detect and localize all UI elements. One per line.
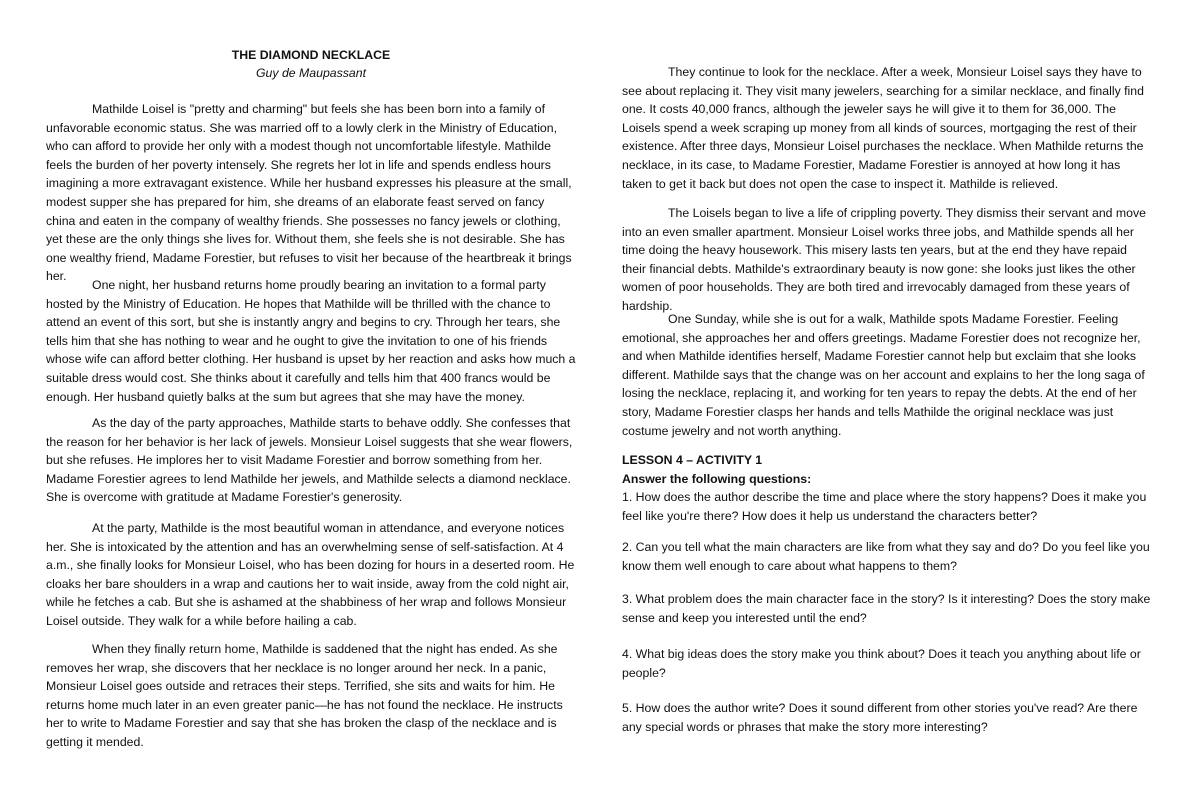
story-paragraph: One night, her husband returns home proudly bearing an invitation to a formal party hosted by the Ministry of Education. He hopes that Mathilde will be thrilled with the chance to attend an event of this sort, but she is instantly angry and begins to cry. Through her tears, she tells him that she has nothing to wear and he ought to give the invitation to one of his friends whose wife can afford better clothing. Her husband is upset by her reaction and asks how much a suitable dress would cost. She thinks about it carefully and tells him that 400 francs would be enough. Her husband quietly balks at the sum but agrees that she may have the money. [46, 278, 576, 404]
activity-instructions: Answer the following questions: [622, 471, 812, 486]
activity-title: LESSON 4 – ACTIVITY 1 [622, 453, 763, 467]
story-title: THE DIAMOND NECKLACE [231, 48, 391, 62]
story-paragraph: The Loisels began to live a life of crippling poverty. They dismiss their servant and move into an even smaller apartment. Monsieur Loisel works three jobs, and Mathilde spends all her time doing the heavy housework. This misery lasts ten years, but at the end they have repaid their financial debts. Mathilde's extraordinary beauty is now gone: she looks just likes the other women of poor households. They are both tired and irrevocably damaged from these years of hardship. [622, 206, 1146, 313]
story-paragraph: As the day of the party approaches, Mathilde starts to behave oddly. She confesses that the reason for her behavior is her lack of jewels. Monsieur Loisel suggests that she wear flowers, but she refuses. He implores her to visit Madame Forestier and borrow something from her. Madame Forestier agrees to lend Mathilde her jewels, and Mathilde selects a diamond necklace. She is overcome with gratitude at Madame Forestier's generosity. [46, 416, 573, 505]
question-item: 3. What problem does the main character face in the story? Is it interesting? Does the story make sense and keep you interested until the end? [622, 592, 1151, 625]
question-item: 4. What big ideas does the story make you think about? Does it teach you anything about life or people? [622, 647, 1141, 680]
question-item: 2. Can you tell what the main characters are like from what they say and do? Do you feel like you know them well enough to care about what happens to them? [622, 540, 1150, 573]
question-item: 1. How does the author describe the time and place where the story happens? Does it make you feel like you're there? How does it help us understand the characters better? [622, 490, 1147, 523]
story-author: Guy de Maupassant [255, 66, 367, 80]
story-paragraph: Mathilde Loisel is "pretty and charming" but feels she has been born into a family of unfavorable economic status. She was married off to a lowly clerk in the Ministry of Education, who can afford to provide her only with a modest though not uncomfortable lifestyle. Mathilde feels the burden of her poverty intensely. She regrets her lot in life and spends endless hours imagining a more extravagant existence. While her husband expresses his pleasure at the small, modest supper she has prepared for him, she dreams of an elaborate feast served on fancy china and eaten in the company of wealthy friends. She possesses no fancy jewels or clothing, yet these are the only things she lives for. Without them, she feels she is not desirable. She has one wealthy friend, Madame Forestier, but refuses to visit her because of the heartbreak it brings her. [46, 102, 572, 284]
story-paragraph: One Sunday, while she is out for a walk, Mathilde spots Madame Forestier. Feeling emotional, she approaches her and offers greetings. Madame Forestier does not recognize her, and when Mathilde identifies herself, Madame Forestier cannot help but exclaim that she looks different. Mathilde says that the change was on her account and explains to her the long saga of losing the necklace, replacing it, and working for ten years to repay the debts. At the end of her story, Madame Forestier clasps her hands and tells Mathilde the original necklace was just costume jewelry and not worth anything. [622, 312, 1145, 438]
story-paragraph: When they finally return home, Mathilde is saddened that the night has ended. As she removes her wrap, she discovers that her necklace is no longer around her neck. In a panic, Monsieur Loisel goes outside and retraces their steps. Terrified, she sits and waits for him. He returns home much later in an even greater panic—he has not found the necklace. He instructs her to write to Madame Forestier and say that she has broken the clasp of the necklace and is getting it mended. [46, 642, 563, 749]
question-item: 5. How does the author write? Does it sound different from other stories you've read? Are there any special words or phrases that make the story more interesting? [622, 701, 1138, 734]
activity-section [622, 451, 1152, 734]
story-paragraph: At the party, Mathilde is the most beautiful woman in attendance, and everyone notices her. She is intoxicated by the attention and has an overwhelming sense of self-satisfaction. At 4 a.m., she finally looks for Monsieur Loisel, who has been dozing for hours in a deserted room. He cloaks her bare shoulders in a wrap and cautions her to wait inside, away from the cold night air, while he fetches a cab. But she is ashamed at the shabbiness of her wrap and follows Monsieur Loisel outside. They walk for a while before hailing a cab. [46, 521, 575, 628]
story-paragraph: They continue to look for the necklace. After a week, Monsieur Loisel says they have to see about replacing it. They visit many jewelers, searching for a similar necklace, and finally find one. It costs 40,000 francs, although the jeweler says he will give it to them for 36,000. The Loisels spend a week scraping up money from all kinds of sources, mortgaging the rest of their existence. After three days, Monsieur Loisel purchases the necklace. When Mathilde returns the necklace, in its case, to Madame Forestier, Madame Forestier is annoyed at how long it has taken to get it back but does not open the case to inspect it. Mathilde is relieved. [622, 65, 1144, 191]
